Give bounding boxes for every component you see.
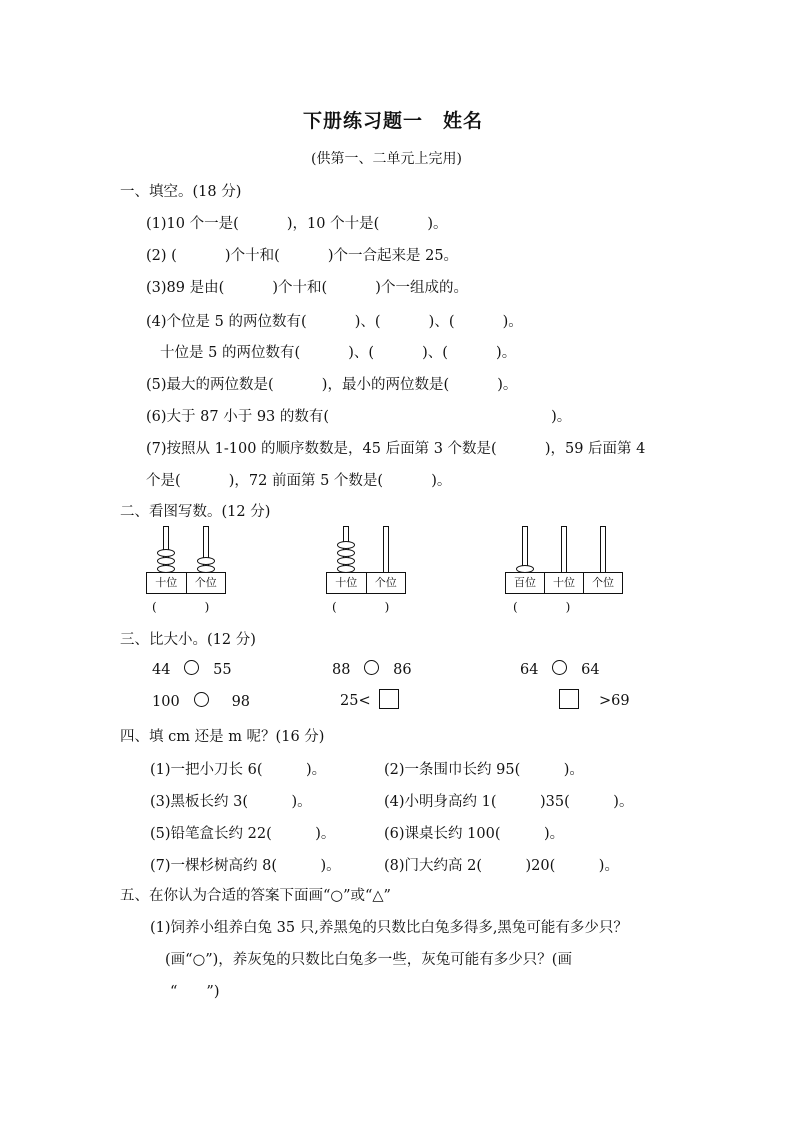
compare-left: 100	[152, 694, 180, 710]
section-3-heading: 三、比大小。(12 分)	[120, 632, 256, 648]
place-label: 十位	[327, 573, 367, 593]
question-1-3: (3)89 是由( )个十和( )个一组成的。	[146, 280, 468, 296]
question-1-5: (5)最大的两位数是( )，最小的两位数是( )。	[146, 377, 518, 393]
unit-item-2: (2)一条围巾长约 95( )。	[384, 762, 584, 778]
compare-left: 64	[520, 662, 539, 678]
compare-left: 44	[152, 662, 171, 678]
abacus-bead	[337, 549, 355, 557]
abacus-rod	[383, 526, 389, 573]
answer-box[interactable]	[379, 689, 399, 709]
abacus-bead	[157, 557, 175, 565]
place-label: 个位	[374, 576, 397, 589]
question-1-1: (1)10 个一是( )，10 个十是( )。	[146, 216, 448, 232]
compare-item-5-text: 25<	[340, 693, 371, 709]
compare-right: 86	[393, 662, 412, 678]
compare-right: 55	[213, 662, 232, 678]
section-5-heading: 五、在你认为合适的答案下面画“○”或“△”	[120, 888, 391, 904]
question-1-7b: 个是( )，72 前面第 5 个数是( )。	[146, 473, 452, 489]
unit-item-4: (4)小明身高约 1( )35( )。	[384, 794, 634, 810]
answer-box[interactable]	[559, 689, 579, 709]
place-label: 个位	[194, 576, 217, 589]
question-1-4b: 十位是 5 的两位数有( )、( )、( )。	[160, 345, 517, 361]
question-1-4a: (4)个位是 5 的两位数有( )、( )、( )。	[146, 314, 523, 330]
abacus-rod	[561, 526, 567, 573]
compare-circle[interactable]	[552, 660, 567, 675]
unit-item-1: (1)一把小刀长 6( )。	[150, 762, 327, 778]
compare-circle[interactable]	[184, 660, 199, 675]
abacus-base	[326, 572, 406, 594]
answer-blank[interactable]: ( )	[152, 600, 210, 614]
section-1-heading: 一、填空。(18 分)	[120, 184, 242, 200]
question-1-6: (6)大于 87 小于 93 的数有( )。	[146, 409, 572, 425]
problem-5-1-line-2: (画“○”)，养灰兔的只数比白兔多一些，灰兔可能有多少只？(画	[165, 952, 572, 968]
compare-item-2	[332, 660, 412, 678]
place-label: 十位	[545, 573, 584, 593]
abacus-bead	[337, 541, 355, 549]
question-1-2: (2) ( )个十和( )个一合起来是 25。	[146, 248, 459, 264]
abacus-base	[505, 572, 623, 594]
compare-item-3	[520, 660, 600, 678]
abacus-bead	[197, 557, 215, 565]
problem-5-1-line-3: “ ”)	[170, 984, 220, 1000]
answer-blank[interactable]: ( )	[332, 600, 390, 614]
problem-5-1-line-1: (1)饲养小组养白兔 35 只,养黑兔的只数比白兔多得多,黑兔可能有多少只？	[150, 920, 628, 936]
section-2-heading: 二、看图写数。(12 分)	[120, 504, 271, 520]
answer-blank[interactable]: ( )	[513, 600, 571, 614]
page-subtitle: (供第一、二单元上完用)	[311, 151, 462, 167]
compare-item-6-text: >69	[599, 693, 630, 709]
compare-circle[interactable]	[194, 692, 209, 707]
page-title: 下册练习题一 姓名	[303, 110, 484, 132]
unit-item-6: (6)课桌长约 100( )。	[384, 826, 565, 842]
unit-item-8: (8)门大约高 2( )20( )。	[384, 858, 619, 874]
compare-right: 98	[231, 694, 251, 710]
abacus-1	[146, 526, 228, 616]
unit-item-3: (3)黑板长约 3( )。	[150, 794, 312, 810]
place-label: 百位	[506, 573, 545, 593]
abacus-rod	[600, 526, 606, 573]
abacus-2	[326, 526, 408, 616]
unit-item-7: (7)一棵杉树高约 8( )。	[150, 858, 341, 874]
section-4-heading: 四、填 cm 还是 m 呢？(16 分)	[120, 729, 325, 745]
question-1-7a: (7)按照从 1-100 的顺序数数是，45 后面第 3 个数是( )，59 后面第 4	[146, 441, 646, 457]
compare-item-4	[152, 692, 250, 710]
compare-item-1	[152, 660, 232, 678]
place-label: 十位	[147, 573, 187, 593]
unit-item-5: (5)铅笔盒长约 22( )。	[150, 826, 336, 842]
compare-left: 88	[332, 662, 351, 678]
abacus-3	[505, 526, 625, 616]
place-label: 个位	[592, 576, 614, 589]
abacus-bead	[157, 549, 175, 557]
abacus-base	[146, 572, 226, 594]
abacus-bead	[337, 557, 355, 565]
compare-right: 64	[581, 662, 600, 678]
compare-circle[interactable]	[364, 660, 379, 675]
